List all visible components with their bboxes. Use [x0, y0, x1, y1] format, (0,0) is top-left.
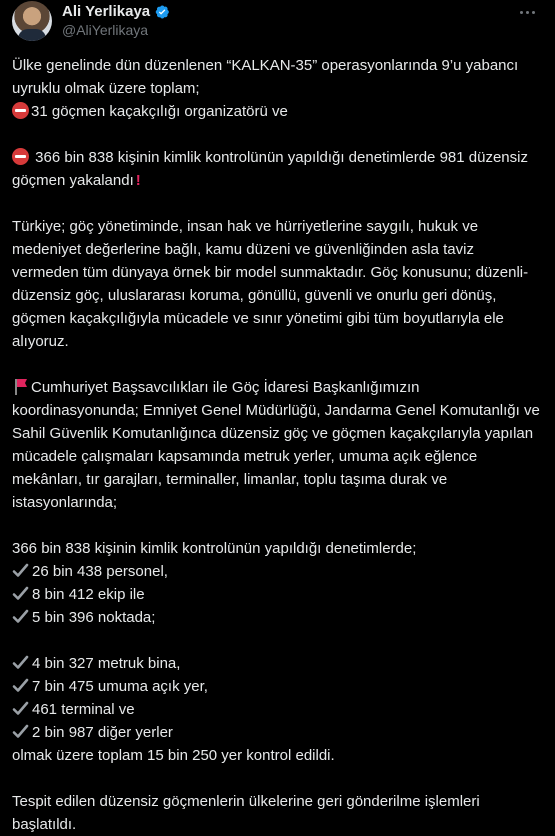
author-name[interactable]: Ali Yerlikaya [62, 3, 151, 20]
list-item-text: 5 bin 396 noktada; [32, 609, 156, 626]
intro-text-3: 366 bin 838 kişinin kimlik kontrolünün yapıldığı denetimlerde 981 düzensiz göçmen yakalandı [12, 149, 528, 189]
tweet-intro-line3 [12, 146, 540, 192]
check-mark-icon [12, 562, 29, 579]
list-item [12, 675, 540, 698]
list-item-text: 7 bin 475 umuma açık yer, [32, 678, 208, 695]
para3-text: Cumhuriyet Başsavcılıkları ile Göç İdaresi Başkanlığımızın koordinasyonunda; Emniyet Genel Müdürlüğü, Jandarma Genel Komutanlığı ve Sahil Güvenlik Komutanlığınca düzensiz göç ve göçmen kaçakçılarıyla yapılan mücadele çalışmaları kapsamında metruk yerler, umuma açık eğlence mekânları, tır garajları, terminaller, limanlar, toplu taşıma durak ve istasyonlarında; [12, 379, 540, 511]
intro-text-2: 31 göçmen kaçakçılığı organizatörü ve [31, 103, 288, 120]
tweet-text [12, 54, 540, 836]
list-item-text: 461 terminal ve [32, 701, 135, 718]
tweet-header [0, 0, 555, 52]
list-item-text: 2 bin 987 diğer yerler [32, 724, 173, 741]
tweet-intro-line2 [12, 100, 540, 123]
list-item [12, 698, 540, 721]
author-handle[interactable]: @AliYerlikaya [62, 22, 149, 38]
check-mark-icon [12, 723, 29, 740]
verified-badge-icon [154, 4, 170, 20]
tweet-intro-line: Ülke genelinde dün düzenlenen “KALKAN-35” operasyonlarında 9’u yabancı uyruklu olmak üzere toplam; [12, 57, 519, 97]
no-entry-icon [12, 102, 29, 119]
tweet-paragraph-2: Türkiye; göç yönetiminde, insan hak ve hürriyetlerine saygılı, hukuk ve medeniyet değerlerine bağlı, kamu düzeni ve güvenliğinden asla taviz vermeden tüm dünyaya örnek bir model sunmaktadır. Göç konusunu; düzenli-düzensiz göç, uluslararası koruma, gönüllü, güvenli ve onurlu geri dönüş, göçmen kaçakçılığıyla mücadele ve sınır yönetimi gibi tüm boyutlarıyla ele alıyoruz. [12, 218, 529, 350]
list-item-text: 4 bin 327 metruk bina, [32, 655, 181, 672]
check-mark-icon [12, 585, 29, 602]
more-options-icon[interactable] [517, 2, 537, 22]
list-item [12, 606, 540, 629]
check-list-2 [12, 652, 540, 744]
exclamation-icon: ! [135, 172, 141, 189]
check-mark-icon [12, 654, 29, 671]
list-item [12, 652, 540, 675]
check-mark-icon [12, 608, 29, 625]
tweet-paragraph-4-footer: olmak üzere toplam 15 bin 250 yer kontrol edildi. [12, 747, 335, 764]
tweet-paragraph-4-heading: 366 bin 838 kişinin kimlik kontrolünün yapıldığı denetimlerde; [12, 540, 417, 557]
list-item-text: 26 bin 438 personel, [32, 563, 168, 580]
tweet-paragraph-5: Tespit edilen düzensiz göçmenlerin ülkelerine geri gönderilme işlemleri başlatıldı. [12, 793, 480, 833]
tweet-paragraph-3 [12, 376, 540, 514]
check-mark-icon [12, 677, 29, 694]
red-flag-icon [12, 378, 29, 395]
check-list-1 [12, 560, 540, 629]
list-item [12, 721, 540, 744]
no-entry-icon [12, 148, 29, 165]
author-name-row [62, 3, 170, 20]
list-item-text: 8 bin 412 ekip ile [32, 586, 145, 603]
list-item [12, 583, 540, 606]
avatar[interactable] [12, 1, 52, 41]
check-mark-icon [12, 700, 29, 717]
list-item [12, 560, 540, 583]
